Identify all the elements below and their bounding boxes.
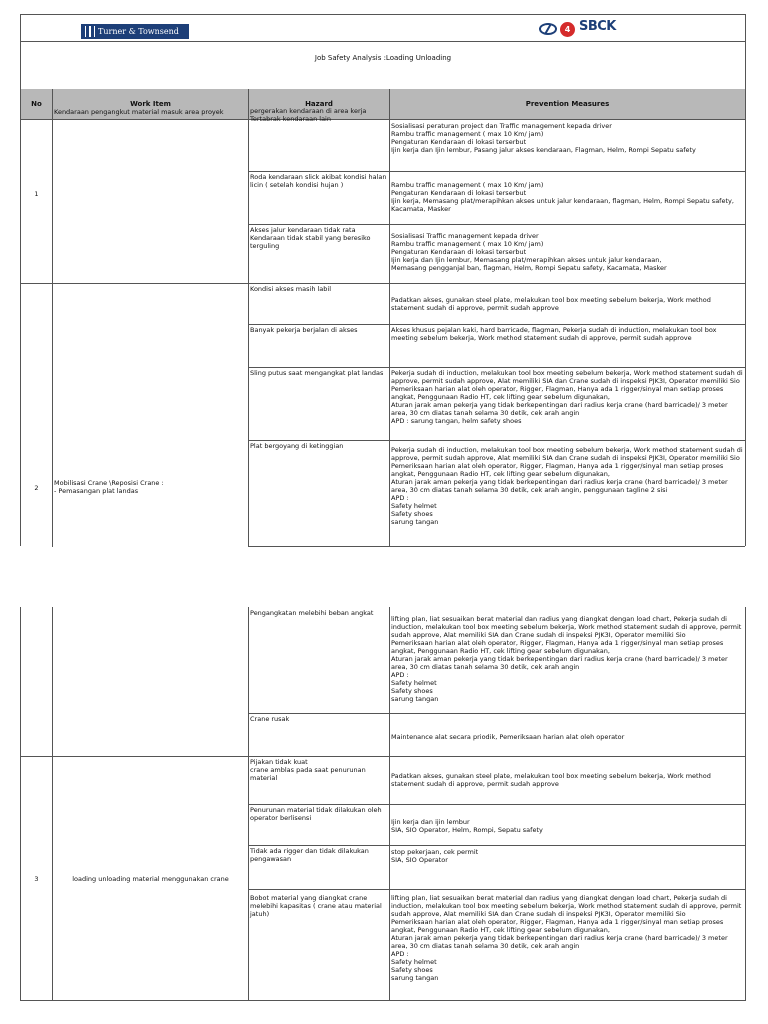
row-divider <box>21 756 745 757</box>
row-3-hazard-4: Bobot material yang diangkat crane melebihi kapasitas ( crane atau material jatuh) <box>250 894 382 918</box>
column-header-prevention: Prevention Measures <box>525 100 610 108</box>
row-2-hazard-1: Kondisi akses masih labil <box>250 285 332 293</box>
row-2-prevention-3: Pekerja sudah di induction, melakukan tool box meeting sebelum bekerja, Work method statement sudah di approve, permit sudah approve, Alat memiliki SIA dan Crane sudah di inspeksi PJK3I, Operator memiliki Sio Pemeriksaan harian alat oleh operator, Rigger, Flagman, Hanya ada 1 rigger/sinyal man setiap proses angkat, Penggunaan Radio HT, cek lifting gear sebelum digunakan, Aturan jarak aman pekerja yang tidak berkepentingan dari radius kerja crane (hard barricade)/ 3 meter area, 30 cm diatas tanah selama 30 detik, cek arah angin APD : sarung tangan, helm safety shoes <box>391 369 743 425</box>
row-1-hazard-1: pergerakan kendaraan di area kerja Tertabrak kendaraan lain <box>250 107 367 123</box>
row-2-hazard-5: Pengangkatan melebihi beban angkat <box>250 609 374 617</box>
row-3-hazard-2: Penurunan material tidak dilakukan oleh operator berlisensi <box>250 806 382 822</box>
row-divider <box>248 440 745 441</box>
document-title: Job Safety Analysis :Loading Unloading <box>21 41 745 90</box>
row-divider <box>248 546 745 547</box>
row-2-prevention-6: Maintenance alat secara priodik, Pemeriksaan harian alat oleh operator <box>391 733 625 741</box>
row-1-prevention-2: Rambu traffic management ( max 10 Km/ jam) Pengaturan Kendaraan di lokasi terserbut Ijin kerja, Memasang plat/merapihkan akses untuk jalur kendaraan, flagman, Helm, Rompi Sepatu safety, Kacamata, Masker <box>391 181 734 213</box>
row-1-number: 1 <box>34 190 39 198</box>
row-divider <box>248 889 745 890</box>
row-2-hazard-4: Plat bergoyang di ketinggian <box>250 442 344 450</box>
row-2-prevention-2: Akses khusus pejalan kaki, hard barricade, flagman, Pekerja sudah di induction, melakukan tool box meeting sebelum bekerja, Work method statement sudah di approve, permit sudah approve <box>391 326 717 342</box>
row-2-hazard-2: Banyak pekerja berjalan di akses <box>250 326 358 334</box>
row-1-work-item: Kendaraan pengangkut material masuk area proyek <box>54 108 224 116</box>
sbck-logo-text: SBCK <box>579 19 616 34</box>
row-3-work-item: loading unloading material menggunakan crane <box>72 875 229 883</box>
row-2-hazard-3: Sling putus saat mengangkat plat landas <box>250 369 384 377</box>
row-2-hazard-6: Crane rusak <box>250 715 290 723</box>
row-divider <box>21 283 745 284</box>
row-divider <box>248 324 745 325</box>
row-2-work-item: Mobilisasi Crane \Reposisi Crane : - Pemasangan plat landas <box>54 479 164 495</box>
row-3-number: 3 <box>34 875 39 883</box>
turner-townsend-logo-text: Turner & Townsend <box>98 27 179 36</box>
turner-townsend-logo <box>81 24 189 39</box>
turner-townsend-mark-icon <box>85 26 95 37</box>
jsa-table-page-1 <box>20 14 746 546</box>
row-divider <box>248 713 745 714</box>
row-divider <box>248 224 745 225</box>
row-divider <box>248 845 745 846</box>
column-header-hazard: Hazard <box>305 100 333 108</box>
row-2-prevention-1: Padatkan akses, gunakan steel plate, melakukan tool box meeting sebelum bekerja, Work method statement sudah di approve, permit sudah approve <box>391 296 711 312</box>
row-3-hazard-3: Tidak ada rigger dan tidak dilakukan pengawasan <box>250 847 369 863</box>
sbck-logo <box>539 20 709 40</box>
column-header-no: No <box>31 100 42 108</box>
row-1-hazard-3: Akses jalur kendaraan tidak rata Kendaraan tidak stabil yang beresiko terguling <box>250 226 371 250</box>
row-2-prevention-4: Pekerja sudah di induction, melakukan tool box meeting sebelum bekerja, Work method statement sudah di approve, permit sudah approve, Alat memiliki SIA dan Crane sudah di inspeksi PJK3I, Operator memiliki Sio Pemeriksaan harian alat oleh operator, Rigger, Flagman, Hanya ada 1 rigger/sinyal man setiap proses angkat, Penggunaan Radio HT, cek lifting gear sebelum digunakan, Aturan jarak aman pekerja yang tidak berkepentingan dari radius kerja crane (hard barricade)/ 3 meter area, 30 cm diatas tanah selama 30 detik, cek arah angin, penggunaan tagline 2 sisi APD : Safety helmet Safety shoes sarung tangan <box>391 446 743 526</box>
row-divider <box>248 171 745 172</box>
row-1-prevention-1: Sosialisasi peraturan project dan Traffic management kepada driver Rambu traffic management ( max 10 Km/ jam) Pengaturan Kendaraan di lokasi terserbut Ijin kerja dan Ijin lembur, Pasang jalur akses kendaraan, Flagman, Helm, Rompi Sepatu safety <box>391 122 696 154</box>
sbck-badge: 4 <box>560 22 575 37</box>
row-2-prevention-5: lifting plan, liat sesuaikan berat material dan radius yang diangkat dengan load chart, Pekerja sudah di induction, melakukan tool box meeting sebelum bekerja, Work method statement sudah di approve, permit sudah approve, Alat memiliki SIA dan Crane sudah di inspeksi PJK3I, Operator memiliki Sio Pemeriksaan harian alat oleh operator, Rigger, Flagman, Hanya ada 1 rigger/sinyal man setiap proses angkat, Penggunaan Radio HT, cek lifting gear sebelum digunakan, Aturan jarak aman pekerja yang tidak berkepentingan dari radius kerja crane (hard barricade)/ 3 meter area, 30 cm diatas tanah selama 30 detik, cek arah angin APD : Safety helmet Safety shoes sarung tangan <box>391 615 742 703</box>
row-3-prevention-4: lifting plan, liat sesuaikan berat material dan radius yang diangkat dengan load chart, Pekerja sudah di induction, melakukan tool box meeting sebelum bekerja, Work method statement sudah di approve, permit sudah approve, Alat memiliki SIA dan Crane sudah di inspeksi PJK3I, Operator memiliki Sio Pemeriksaan harian alat oleh operator, Rigger, Flagman, Hanya ada 1 rigger/sinyal man setiap proses angkat, Penggunaan Radio HT, cek lifting gear sebelum digunakan, Aturan jarak aman pekerja yang tidak berkepentingan dari radius kerja crane (hard barricade)/ 3 meter area, 30 cm diatas tanah selama 30 detik, cek arah angin APD : Safety helmet Safety shoes sarung tangan <box>391 894 742 982</box>
column-divider <box>52 607 53 1000</box>
logo-row <box>21 15 745 42</box>
row-1-hazard-2: Roda kendaraan slick akibat kondisi halan licin ( setelah kondisi hujan ) <box>250 173 387 189</box>
row-3-prevention-3: stop pekerjaan, cek permit SIA, SIO Operator <box>391 848 479 864</box>
row-divider <box>248 367 745 368</box>
sbck-oval-icon <box>539 23 557 35</box>
row-3-hazard-1: Pijakan tidak kuat crane amblas pada saat penurunan material <box>250 758 366 782</box>
row-1-prevention-3: Sosialisasi Traffic management kepada driver Rambu traffic management ( max 10 Km/ jam) Pengaturan Kendaraan di lokasi terserbut Ijin kerja dan Ijin lembur, Memasang plat/merapihkan akses untuk jalur kendaraan, Memasang pengganjal ban, flagman, Helm, Rompi Sepatu safety, Kacamata, Masker <box>391 232 667 272</box>
row-3-prevention-2: Ijin kerja dan ijin lembur SIA, SIO Operator, Helm, Rompi, Sepatu safety <box>391 818 543 834</box>
column-divider <box>248 89 249 547</box>
column-header-work-item: Work Item <box>130 100 171 108</box>
jsa-table-page-2 <box>20 607 746 1001</box>
row-3-prevention-1: Padatkan akses, gunakan steel plate, melakukan tool box meeting sebelum bekerja, Work method statement sudah di approve, permit sudah approve <box>391 772 711 788</box>
row-divider <box>248 804 745 805</box>
row-2-number: 2 <box>34 484 39 492</box>
